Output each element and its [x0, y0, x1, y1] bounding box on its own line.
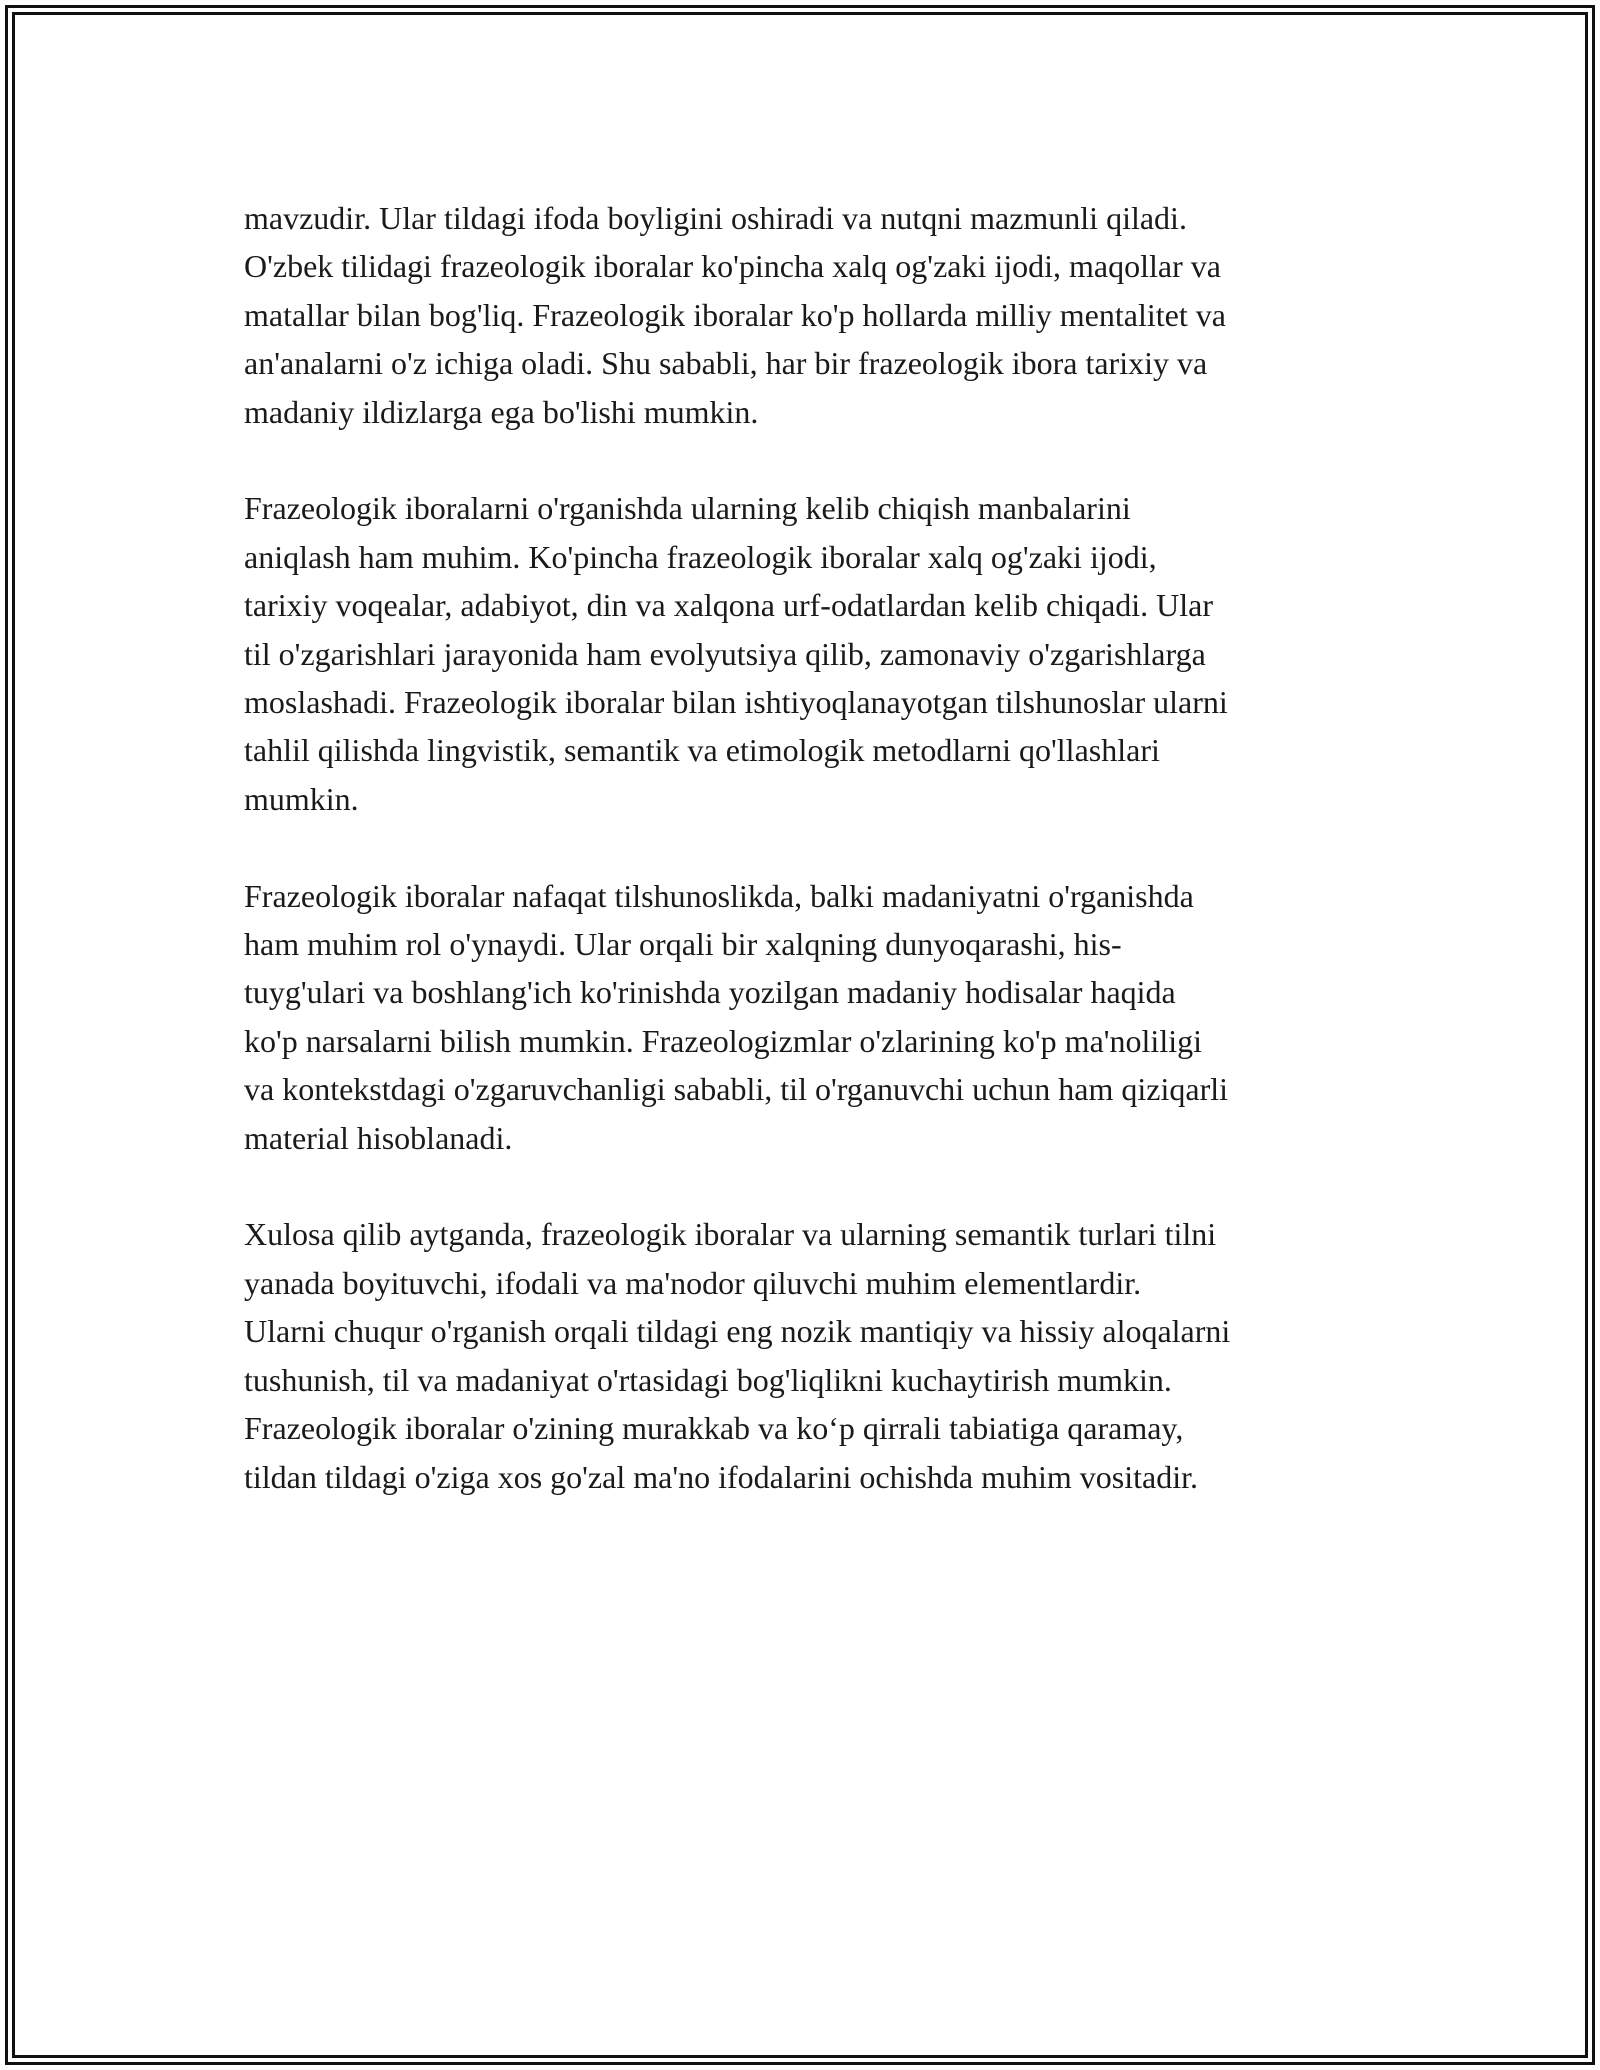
text-line: moslashadi. Frazeologik iboralar bilan ishtiyoqlanayotgan tilshunoslar ularni	[244, 684, 1228, 721]
text-line: til o'zgarishlari jarayonida ham evolyutsiya qilib, zamonaviy o'zgarishlarga	[244, 635, 1206, 672]
text-line: tarixiy voqealar, adabiyot, din va xalqona urf-odatlardan kelib chiqadi. Ular	[244, 587, 1214, 624]
text-line: Ularni chuqur o'rganish orqali tildagi eng nozik mantiqiy va hissiy aloqalarni	[244, 1313, 1231, 1350]
text-line: tushunish, til va madaniyat o'rtasidagi bog'liqlikni kuchaytirish mumkin.	[244, 1361, 1172, 1398]
text-line: tahlil qilishda lingvistik, semantik va etimologik metodlarni qo'llashlari	[244, 732, 1160, 769]
text-line: Frazeologik iboralarni o'rganishda ularning kelib chiqish manbalarini	[244, 490, 1131, 527]
text-line: O'zbek tilidagi frazeologik iboralar ko'pincha xalq og'zaki ijodi, maqollar va	[244, 248, 1221, 285]
text-line: ham muhim rol o'ynaydi. Ular orqali bir xalqning dunyoqarashi, his-	[244, 926, 1122, 963]
text-line: aniqlash ham muhim. Ko'pincha frazeologik iboralar xalq og'zaki ijodi,	[244, 538, 1157, 575]
text-line: material hisoblanadi.	[244, 1119, 513, 1156]
paragraph-1	[244, 194, 1394, 436]
document-body	[244, 194, 1394, 1549]
text-line: an'analarni o'z ichiga oladi. Shu sababli, har bir frazeologik ibora tarixiy va	[244, 345, 1208, 382]
text-line: tuyg'ulari va boshlang'ich ko'rinishda yozilgan madaniy hodisalar haqida	[244, 974, 1176, 1011]
text-line: Frazeologik iboralar nafaqat tilshunoslikda, balki madaniyatni o'rganishda	[244, 877, 1194, 914]
text-line: mumkin.	[244, 780, 359, 817]
page-frame	[5, 5, 1595, 2065]
text-line: matallar bilan bog'liq. Frazeologik iboralar ko'p hollarda milliy mentalitet va	[244, 296, 1226, 333]
paragraph-2	[244, 484, 1394, 823]
text-line: Xulosa qilib aytganda, frazeologik iboralar va ularning semantik turlari tilni	[244, 1216, 1217, 1253]
text-line: mavzudir. Ular tildagi ifoda boyligini oshiradi va nutqni mazmunli qiladi.	[244, 200, 1187, 236]
paragraph-3	[244, 872, 1394, 1162]
paragraph-4	[244, 1210, 1394, 1500]
text-line: yanada boyituvchi, ifodali va ma'nodor qiluvchi muhim elementlardir.	[244, 1264, 1142, 1301]
text-line: va kontekstdagi o'zgaruvchanligi sababli, til o'rganuvchi uchun ham qiziqarli	[244, 1071, 1229, 1108]
text-line: ko'p narsalarni bilish mumkin. Frazeologizmlar o'zlarining ko'p ma'noliligi	[244, 1022, 1202, 1059]
text-line: Frazeologik iboralar o'zining murakkab va ko‘p qirrali tabiatiga qaramay,	[244, 1410, 1184, 1447]
text-line: madaniy ildizlarga ega bo'lishi mumkin.	[244, 393, 759, 430]
text-line: tildan tildagi o'ziga xos go'zal ma'no ifodalarini ochishda muhim vositadir.	[244, 1458, 1198, 1495]
